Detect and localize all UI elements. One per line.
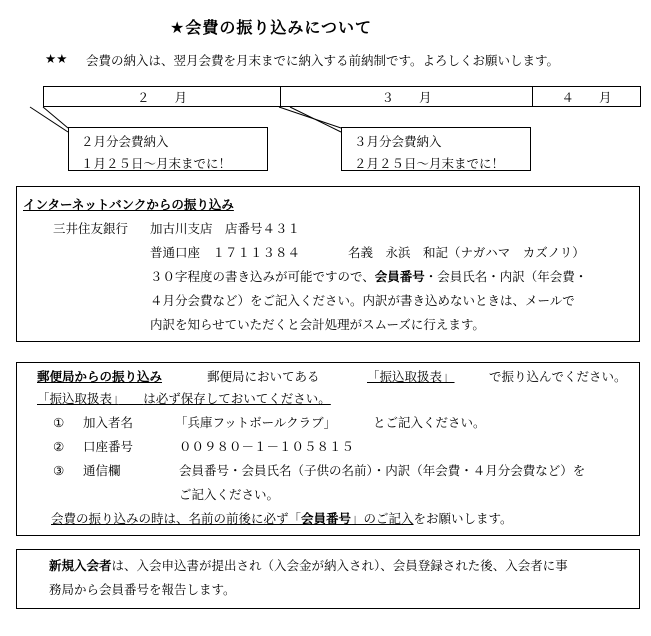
month-label-apr: ４ 月 <box>561 89 612 105</box>
internet-note-line2: ４月分会費など）をご記入ください。内訳が書き込めないときは、メールで <box>150 293 575 308</box>
item-3-num: ③ <box>53 463 65 478</box>
internet-bank-section <box>16 186 640 342</box>
callout-mar <box>341 127 531 171</box>
item-2-value: ００９８０－１－１０５８１５ <box>179 439 355 454</box>
item-1-num: ① <box>53 415 65 430</box>
page-title: ★会費の振り込みについて <box>170 18 373 37</box>
postal-line1 <box>37 367 162 387</box>
item-2-label: 口座番号 <box>83 439 134 454</box>
postal-footer <box>51 509 513 529</box>
member-number-emphasis: 会員番号 <box>301 511 352 526</box>
postal-footer-text: 会費の振り込みの時は、名前の前後に必ず「 <box>51 511 302 526</box>
internet-note-line1 <box>150 267 587 287</box>
item-3-continuation: ご記入ください。 <box>179 487 280 502</box>
callout-mar-line2: ２月２５日～月末までに！ <box>354 156 505 171</box>
item-2-num: ② <box>53 439 65 454</box>
postal-heading: 郵便局からの振り込み <box>37 369 163 384</box>
new-member-line1 <box>49 556 568 576</box>
callout-feb <box>68 127 268 171</box>
postal-section <box>16 362 640 536</box>
new-member-label: 新規入会者 <box>49 558 112 573</box>
keep-form-name: 「振込取扱表」 <box>37 391 119 406</box>
account-holder: 名義 永浜 和記（ナガハマ カズノリ） <box>348 245 585 260</box>
internet-note-text: ・会員氏名・内訳（年会費・ <box>424 269 588 284</box>
item-1-value: 「兵庫フットボールクラブ」 <box>175 415 337 430</box>
postal-intro-suffix: で振り込んでください。 <box>489 369 627 384</box>
account-number: 普通口座 １７１１３８４ <box>150 245 301 260</box>
callout-feb-line2: １月２５日～月末までに！ <box>81 156 232 171</box>
new-member-line2: 務局から会員番号を報告します。 <box>49 582 236 597</box>
postal-form-name: 「振込取扱表」 <box>367 369 455 384</box>
keep-form-text: は必ず保存しておいてください。 <box>143 391 331 406</box>
postal-intro: 郵便局においてある <box>207 369 320 384</box>
member-number-emphasis: 会員番号 <box>374 269 425 284</box>
callout-mar-line1: ３月分会費納入 <box>354 134 442 149</box>
callout-feb-line1: ２月分会費納入 <box>81 134 169 149</box>
internet-bank-heading: インターネットバンクからの振り込み <box>23 197 234 212</box>
new-member-section <box>16 549 640 609</box>
internet-note-text: ３０字程度の書き込みが可能ですので、 <box>150 269 375 284</box>
item-1-suffix: とご記入ください。 <box>373 415 486 430</box>
item-3-label: 通信欄 <box>83 463 121 478</box>
new-member-text: は、入会申込書が提出され（入会金が納入され）、会員登録された後、入会者に事 <box>111 558 568 573</box>
month-label-feb: ２ 月 <box>136 89 187 105</box>
item-3-value: 会員番号・会員氏名（子供の名前）・内訳（年会費・４月分会費など）を <box>179 463 586 478</box>
postal-keep-line <box>37 389 331 409</box>
item-1-label: 加入者名 <box>83 415 134 430</box>
postal-footer-text: 」のご記入 <box>351 511 414 526</box>
intro-text: 会費の納入は、翌月会費を月末までに納入する前納制です。よろしくお願いします。 <box>86 53 560 68</box>
month-label-mar: ３ 月 <box>381 89 432 105</box>
bank-branch: 加古川支店 店番号４３１ <box>150 221 301 236</box>
internet-note-line3: 内訳を知らせていただくと会計処理がスムーズに行えます。 <box>150 317 485 332</box>
postal-footer-text: をお願いします。 <box>413 511 513 526</box>
bank-name: 三井住友銀行 <box>53 221 129 236</box>
intro-mark: ★★ <box>45 51 68 66</box>
